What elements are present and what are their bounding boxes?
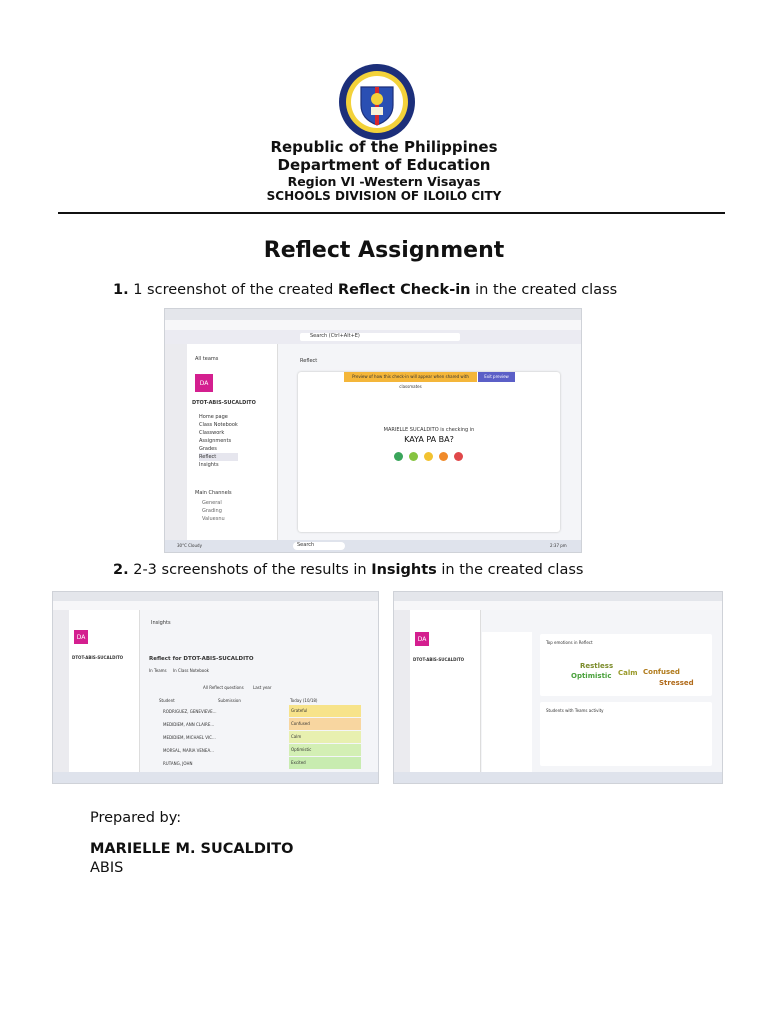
channel-general[interactable]: General (202, 500, 222, 506)
browser-tab-bar (53, 592, 378, 601)
nav-grades[interactable]: Grades (199, 446, 217, 452)
browser-tab-bar (165, 309, 581, 320)
reflect-preview-card (298, 372, 560, 532)
preview-banner: Preview of how this check-in will appear when shared with classmates (344, 372, 477, 382)
word-optimistic: Optimistic (571, 672, 612, 680)
header-line-republic: Republic of the Philippines (270, 138, 498, 156)
preparer-name: MARIELLE M. SUCALDITO (90, 841, 294, 857)
insights-tab-title: Insights (151, 620, 171, 626)
teams-search[interactable]: Search (Ctrl+Alt+E) (300, 333, 460, 341)
team-avatar: DA (415, 632, 429, 646)
team-name: DTOT-ABIS-SUCALDITO (72, 655, 124, 660)
team-nav (199, 413, 238, 469)
instruction-1 (113, 282, 617, 298)
instruction-1-number: 1. (113, 282, 129, 298)
nav-home[interactable]: Home page (199, 414, 228, 420)
all-teams-link[interactable]: All teams (195, 356, 219, 362)
table-row[interactable] (149, 705, 367, 718)
nav-insights[interactable]: Insights (199, 462, 219, 468)
screenshot-reflect-checkin (164, 308, 582, 553)
taskbar-search[interactable]: Search (293, 542, 345, 550)
screenshot-insights-emotions (393, 591, 723, 784)
teams-top-bar (165, 330, 581, 344)
page-title: Reflect Assignment (263, 238, 505, 263)
instruction-1-bold: Reflect Check-in (338, 282, 471, 298)
table-row[interactable] (149, 718, 367, 731)
weather: 30°C Cloudy (177, 543, 202, 548)
col-submission: Submission (218, 698, 241, 703)
team-avatar: DA (74, 630, 88, 644)
team-channel-panel (187, 344, 278, 540)
subtab-notebook[interactable]: In Class Notebook (173, 668, 209, 673)
teams-app-rail (53, 610, 69, 772)
reflect-tab-title: Reflect (300, 358, 318, 364)
header-line-division: SCHOOLS DIVISION OF ILOILO CITY (266, 189, 502, 203)
row-status: Calm (289, 731, 361, 743)
col-student: Student (159, 698, 175, 703)
emotions-card-title: Top emotions in Reflect (546, 640, 593, 645)
browser-address-bar (394, 601, 722, 610)
instruction-2-tail: in the created class (436, 562, 584, 578)
instruction-2 (113, 562, 583, 578)
row-status: Grateful (289, 705, 361, 717)
row-student: RODRIGUEZ, GENEVIEVE... (163, 709, 217, 714)
instruction-2-number: 2. (113, 562, 129, 578)
instruction-1-tail: in the created class (470, 282, 618, 298)
student-list-panel (482, 632, 532, 772)
emoji-5[interactable] (454, 452, 463, 461)
deped-seal-logo (336, 63, 418, 141)
insights-table (149, 705, 367, 770)
word-restless: Restless (580, 662, 614, 670)
channel-list (202, 499, 225, 523)
emotions-card (540, 634, 712, 696)
exit-preview-button[interactable]: Exit preview (478, 372, 515, 382)
emoji-3[interactable] (424, 452, 433, 461)
windows-taskbar (53, 772, 378, 783)
team-channel-panel (410, 610, 481, 772)
browser-tab-bar (394, 592, 722, 601)
preparer-position: ABIS (90, 860, 124, 876)
nav-classwork[interactable]: Classwork (199, 430, 225, 436)
browser-address-bar (165, 320, 581, 330)
channels-label: Main Channels (195, 490, 232, 496)
instruction-2-text: 2-3 screenshots of the results in (128, 562, 372, 578)
word-calm: Calm (618, 669, 638, 677)
header-line-department: Department of Education (277, 156, 491, 174)
table-row[interactable] (149, 731, 367, 744)
activity-card (540, 702, 712, 766)
checkin-line: MARIELLE SUCALDITO is checking in (383, 427, 475, 433)
windows-taskbar (165, 540, 581, 552)
filter-questions[interactable]: All Reflect questions (203, 685, 244, 690)
table-row[interactable] (149, 744, 367, 757)
row-status: Excited (289, 757, 361, 769)
instruction-2-bold: Insights (371, 562, 437, 578)
word-stressed: Stressed (659, 679, 694, 687)
team-avatar: DA (195, 374, 213, 392)
header-line-region: Region VI -Western Visayas (287, 174, 481, 189)
channel-values[interactable]: Valuesnu (202, 516, 225, 522)
header-divider (58, 212, 725, 214)
word-confused: Confused (643, 668, 680, 676)
subtab-teams[interactable]: In Teams (149, 668, 167, 673)
instruction-1-text: 1 screenshot of the created (128, 282, 338, 298)
col-today: Today (10/18) (290, 698, 318, 703)
row-student: MORSAL, MARIA VENEA... (163, 748, 214, 753)
emoji-1[interactable] (394, 452, 403, 461)
browser-address-bar (53, 601, 378, 610)
nav-class-notebook[interactable]: Class Notebook (199, 422, 238, 428)
clock: 2:37 pm (550, 543, 567, 548)
windows-taskbar (394, 772, 722, 783)
team-name: DTOT-ABIS-SUCALDITO (413, 657, 465, 662)
channel-grading[interactable]: Grading (202, 508, 222, 514)
row-status: Confused (289, 718, 361, 730)
filter-period[interactable]: Last year (253, 685, 272, 690)
teams-app-rail (165, 344, 187, 540)
row-status: Optimistic (289, 744, 361, 756)
nav-assignments[interactable]: Assignments (199, 438, 232, 444)
prepared-by-label: Prepared by: (90, 810, 182, 826)
row-student: MEDIDIEM, ANN CLAIRE... (163, 722, 215, 727)
row-student: MEDIDIEM, MICHAEL VIC... (163, 735, 216, 740)
checkin-question: KAYA PA BA? (404, 435, 454, 444)
emoji-4[interactable] (439, 452, 448, 461)
activity-card-title: Students with Teams activity (546, 708, 604, 713)
emoji-2[interactable] (409, 452, 418, 461)
insights-page-title: Reflect for DTOT-ABIS-SUCALDITO (149, 656, 254, 662)
nav-reflect[interactable]: Reflect (199, 453, 238, 461)
team-channel-panel (69, 610, 140, 772)
teams-app-rail (394, 610, 410, 772)
table-row[interactable] (149, 757, 367, 770)
row-student: RUTANG, JOHN (163, 761, 193, 766)
team-name: DTOT-ABIS-SUCALDITO (192, 400, 256, 406)
screenshot-insights-table (52, 591, 379, 784)
